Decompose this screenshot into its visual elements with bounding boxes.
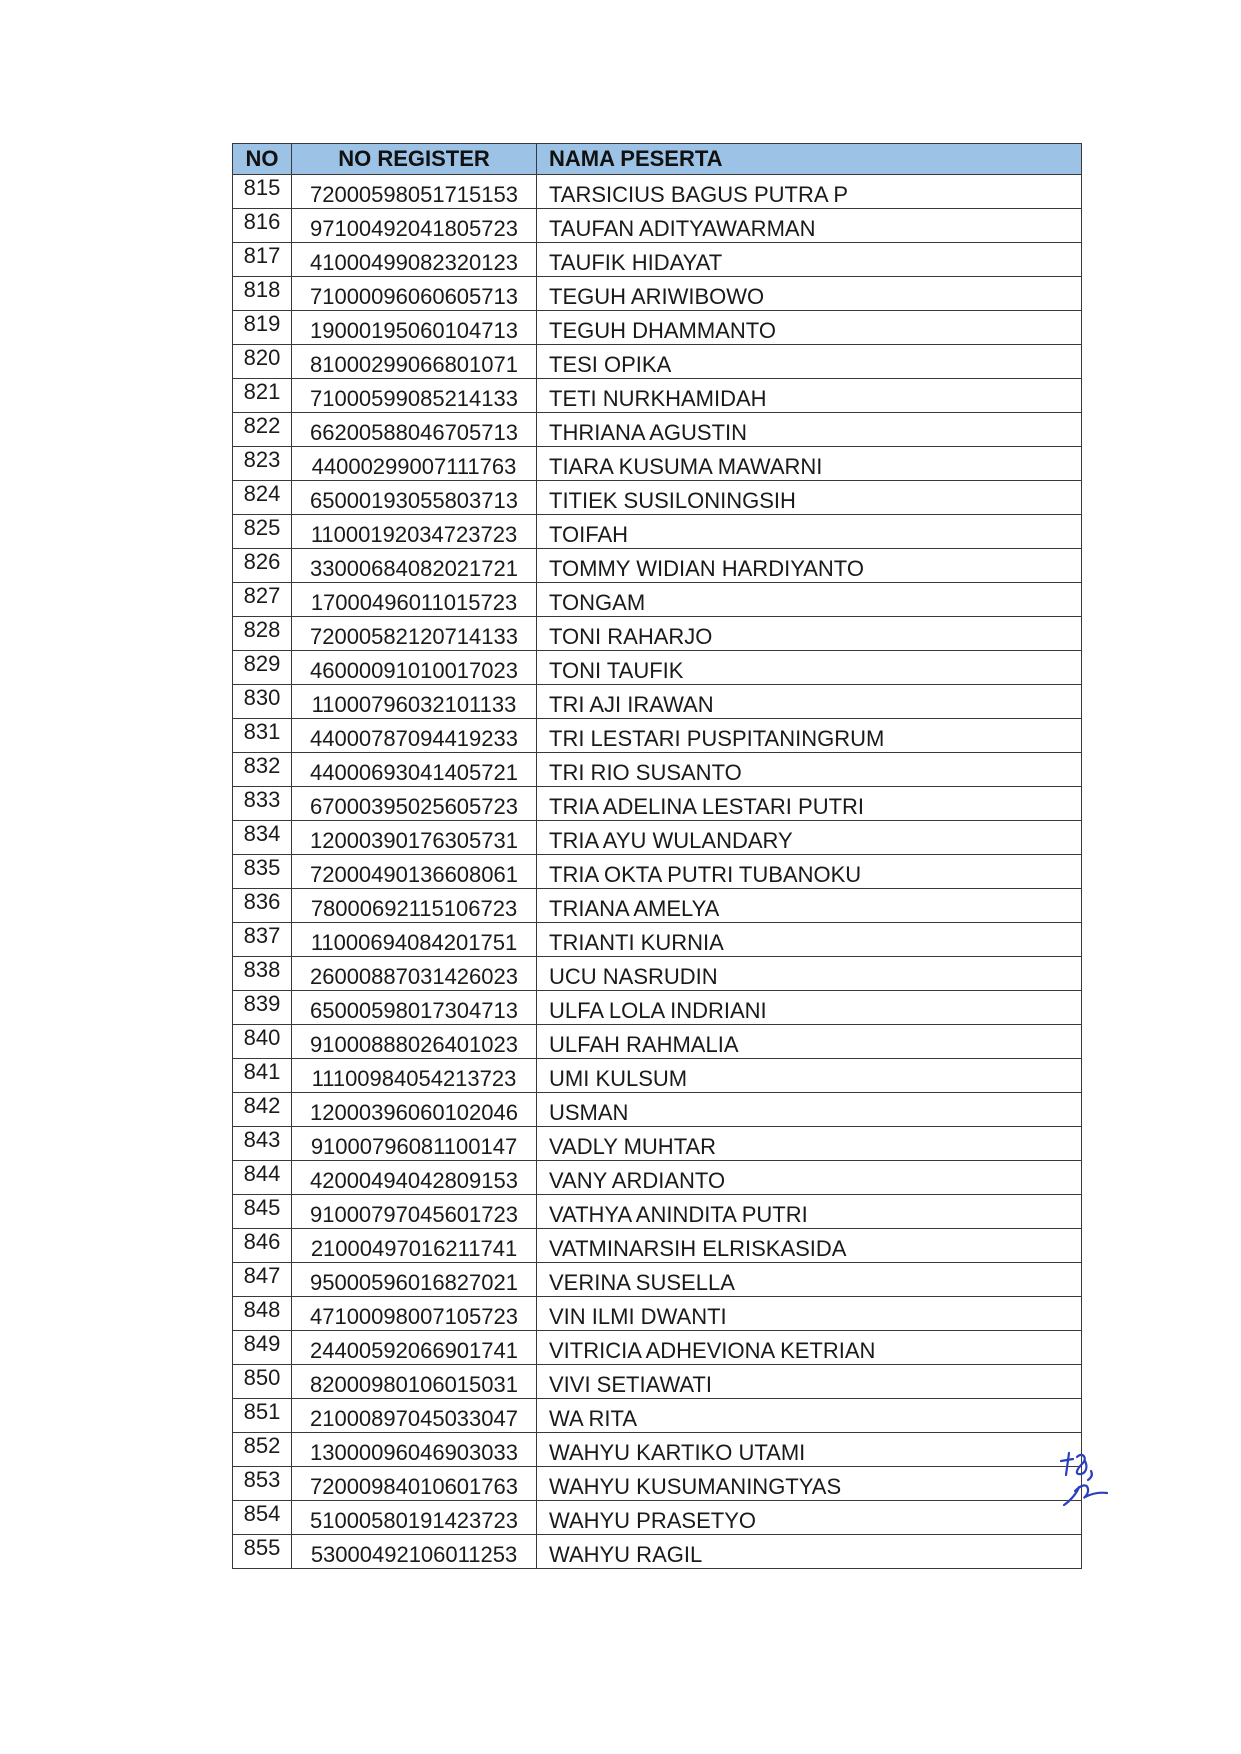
row-name: ULFA LOLA INDRIANI xyxy=(537,991,1082,1025)
row-no: 829 xyxy=(233,651,292,685)
table-header-row xyxy=(233,144,1082,175)
table-row xyxy=(233,311,1082,345)
row-name: TEGUH DHAMMANTO xyxy=(537,311,1082,345)
table-row xyxy=(233,991,1082,1025)
row-name: TRIANA AMELYA xyxy=(537,889,1082,923)
row-register: 24400592066901741 xyxy=(292,1331,537,1365)
row-name: TRI RIO SUSANTO xyxy=(537,753,1082,787)
row-no: 835 xyxy=(233,855,292,889)
table-row xyxy=(233,583,1082,617)
row-name: TARSICIUS BAGUS PUTRA P xyxy=(537,175,1082,209)
table-row xyxy=(233,1331,1082,1365)
row-register: 12000390176305731 xyxy=(292,821,537,855)
row-name: VANY ARDIANTO xyxy=(537,1161,1082,1195)
row-no: 822 xyxy=(233,413,292,447)
table-row xyxy=(233,413,1082,447)
row-no: 843 xyxy=(233,1127,292,1161)
row-register: 95000596016827021 xyxy=(292,1263,537,1297)
row-name: ULFAH RAHMALIA xyxy=(537,1025,1082,1059)
row-register: 71000599085214133 xyxy=(292,379,537,413)
row-register: 17000496011015723 xyxy=(292,583,537,617)
row-name: TRI AJI IRAWAN xyxy=(537,685,1082,719)
row-no: 826 xyxy=(233,549,292,583)
row-no: 836 xyxy=(233,889,292,923)
row-name: WAHYU RAGIL xyxy=(537,1535,1082,1569)
row-name: UMI KULSUM xyxy=(537,1059,1082,1093)
row-register: 71000096060605713 xyxy=(292,277,537,311)
row-no: 851 xyxy=(233,1399,292,1433)
row-register: 67000395025605723 xyxy=(292,787,537,821)
row-register: 33000684082021721 xyxy=(292,549,537,583)
table-row xyxy=(233,617,1082,651)
table-row xyxy=(233,1059,1082,1093)
table-row xyxy=(233,1433,1082,1467)
table-row xyxy=(233,855,1082,889)
row-no: 846 xyxy=(233,1229,292,1263)
table-row xyxy=(233,1263,1082,1297)
table-row xyxy=(233,481,1082,515)
header-register: NO REGISTER xyxy=(292,144,537,175)
table-row xyxy=(233,1127,1082,1161)
row-name: TEGUH ARIWIBOWO xyxy=(537,277,1082,311)
row-no: 847 xyxy=(233,1263,292,1297)
row-register: 65000598017304713 xyxy=(292,991,537,1025)
row-no: 852 xyxy=(233,1433,292,1467)
table-row xyxy=(233,243,1082,277)
paraf-signature xyxy=(1055,1447,1117,1509)
table-row xyxy=(233,1535,1082,1569)
table-row xyxy=(233,1365,1082,1399)
row-register: 46000091010017023 xyxy=(292,651,537,685)
row-name: USMAN xyxy=(537,1093,1082,1127)
row-register: 91000796081100147 xyxy=(292,1127,537,1161)
row-no: 834 xyxy=(233,821,292,855)
table-row xyxy=(233,957,1082,991)
row-no: 840 xyxy=(233,1025,292,1059)
row-register: 66200588046705713 xyxy=(292,413,537,447)
row-register: 42000494042809153 xyxy=(292,1161,537,1195)
row-name: THRIANA AGUSTIN xyxy=(537,413,1082,447)
row-no: 855 xyxy=(233,1535,292,1569)
table-row xyxy=(233,549,1082,583)
row-register: 65000193055803713 xyxy=(292,481,537,515)
row-name: UCU NASRUDIN xyxy=(537,957,1082,991)
table-row xyxy=(233,209,1082,243)
table-row xyxy=(233,753,1082,787)
row-register: 91000797045601723 xyxy=(292,1195,537,1229)
row-name: TRIA ADELINA LESTARI PUTRI xyxy=(537,787,1082,821)
table-row xyxy=(233,1195,1082,1229)
table-row xyxy=(233,1161,1082,1195)
table-body xyxy=(233,175,1082,1569)
row-register: 44000787094419233 xyxy=(292,719,537,753)
row-register: 47100098007105723 xyxy=(292,1297,537,1331)
row-no: 853 xyxy=(233,1467,292,1501)
table-row xyxy=(233,651,1082,685)
row-no: 818 xyxy=(233,277,292,311)
row-name: TOIFAH xyxy=(537,515,1082,549)
row-name: VIVI SETIAWATI xyxy=(537,1365,1082,1399)
table-row xyxy=(233,1501,1082,1535)
row-register: 26000887031426023 xyxy=(292,957,537,991)
table-row xyxy=(233,277,1082,311)
row-no: 832 xyxy=(233,753,292,787)
table-row xyxy=(233,923,1082,957)
table-row xyxy=(233,1229,1082,1263)
row-no: 831 xyxy=(233,719,292,753)
table-row xyxy=(233,821,1082,855)
row-name: TETI NURKHAMIDAH xyxy=(537,379,1082,413)
row-name: TONI TAUFIK xyxy=(537,651,1082,685)
row-name: WAHYU PRASETYO xyxy=(537,1501,1082,1535)
row-name: VIN ILMI DWANTI xyxy=(537,1297,1082,1331)
row-name: VATMINARSIH ELRISKASIDA xyxy=(537,1229,1082,1263)
row-name: VADLY MUHTAR xyxy=(537,1127,1082,1161)
row-no: 821 xyxy=(233,379,292,413)
row-register: 44000693041405721 xyxy=(292,753,537,787)
row-register: 11000796032101133 xyxy=(292,685,537,719)
row-register: 72000490136608061 xyxy=(292,855,537,889)
row-no: 830 xyxy=(233,685,292,719)
row-register: 41000499082320123 xyxy=(292,243,537,277)
row-register: 72000598051715153 xyxy=(292,175,537,209)
row-name: WA RITA xyxy=(537,1399,1082,1433)
row-no: 823 xyxy=(233,447,292,481)
row-register: 72000582120714133 xyxy=(292,617,537,651)
row-no: 838 xyxy=(233,957,292,991)
row-register: 72000984010601763 xyxy=(292,1467,537,1501)
row-name: TRI LESTARI PUSPITANINGRUM xyxy=(537,719,1082,753)
table-row xyxy=(233,515,1082,549)
row-register: 97100492041805723 xyxy=(292,209,537,243)
table-row xyxy=(233,447,1082,481)
row-no: 828 xyxy=(233,617,292,651)
row-no: 819 xyxy=(233,311,292,345)
row-no: 854 xyxy=(233,1501,292,1535)
row-register: 53000492106011253 xyxy=(292,1535,537,1569)
table-row xyxy=(233,685,1082,719)
row-name: TRIANTI KURNIA xyxy=(537,923,1082,957)
row-no: 841 xyxy=(233,1059,292,1093)
table-row xyxy=(233,787,1082,821)
row-register: 19000195060104713 xyxy=(292,311,537,345)
table-row xyxy=(233,1399,1082,1433)
row-name: VATHYA ANINDITA PUTRI xyxy=(537,1195,1082,1229)
row-no: 849 xyxy=(233,1331,292,1365)
table-row xyxy=(233,1025,1082,1059)
row-no: 816 xyxy=(233,209,292,243)
table-row xyxy=(233,1297,1082,1331)
participant-table xyxy=(232,143,1082,1569)
row-register: 82000980106015031 xyxy=(292,1365,537,1399)
row-register: 11000192034723723 xyxy=(292,515,537,549)
row-name: TOMMY WIDIAN HARDIYANTO xyxy=(537,549,1082,583)
row-name: WAHYU KARTIKO UTAMI xyxy=(537,1433,1082,1467)
row-no: 842 xyxy=(233,1093,292,1127)
row-name: TRIA OKTA PUTRI TUBANOKU xyxy=(537,855,1082,889)
table-row xyxy=(233,889,1082,923)
row-no: 837 xyxy=(233,923,292,957)
row-register: 11100984054213723 xyxy=(292,1059,537,1093)
row-register: 21000897045033047 xyxy=(292,1399,537,1433)
row-no: 827 xyxy=(233,583,292,617)
row-name: TONI RAHARJO xyxy=(537,617,1082,651)
row-no: 824 xyxy=(233,481,292,515)
row-name: VITRICIA ADHEVIONA KETRIAN xyxy=(537,1331,1082,1365)
row-no: 820 xyxy=(233,345,292,379)
table-row xyxy=(233,175,1082,209)
row-name: VERINA SUSELLA xyxy=(537,1263,1082,1297)
row-name: TIARA KUSUMA MAWARNI xyxy=(537,447,1082,481)
table-row xyxy=(233,1093,1082,1127)
row-name: WAHYU KUSUMANINGTYAS xyxy=(537,1467,1082,1501)
table-row xyxy=(233,719,1082,753)
header-name: NAMA PESERTA xyxy=(537,144,1082,175)
row-name: TESI OPIKA xyxy=(537,345,1082,379)
row-register: 21000497016211741 xyxy=(292,1229,537,1263)
row-register: 44000299007111763 xyxy=(292,447,537,481)
row-name: TONGAM xyxy=(537,583,1082,617)
row-name: TITIEK SUSILONINGSIH xyxy=(537,481,1082,515)
row-register: 91000888026401023 xyxy=(292,1025,537,1059)
row-register: 81000299066801071 xyxy=(292,345,537,379)
row-no: 848 xyxy=(233,1297,292,1331)
row-register: 51000580191423723 xyxy=(292,1501,537,1535)
row-no: 844 xyxy=(233,1161,292,1195)
row-no: 850 xyxy=(233,1365,292,1399)
row-no: 839 xyxy=(233,991,292,1025)
row-register: 12000396060102046 xyxy=(292,1093,537,1127)
row-name: TAUFIK HIDAYAT xyxy=(537,243,1082,277)
row-register: 11000694084201751 xyxy=(292,923,537,957)
row-register: 13000096046903033 xyxy=(292,1433,537,1467)
row-no: 825 xyxy=(233,515,292,549)
table-row xyxy=(233,1467,1082,1501)
table-row xyxy=(233,379,1082,413)
row-no: 845 xyxy=(233,1195,292,1229)
row-register: 78000692115106723 xyxy=(292,889,537,923)
row-no: 815 xyxy=(233,175,292,209)
table-row xyxy=(233,345,1082,379)
row-no: 833 xyxy=(233,787,292,821)
header-no: NO xyxy=(233,144,292,175)
row-name: TRIA AYU WULANDARY xyxy=(537,821,1082,855)
row-no: 817 xyxy=(233,243,292,277)
row-name: TAUFAN ADITYAWARMAN xyxy=(537,209,1082,243)
